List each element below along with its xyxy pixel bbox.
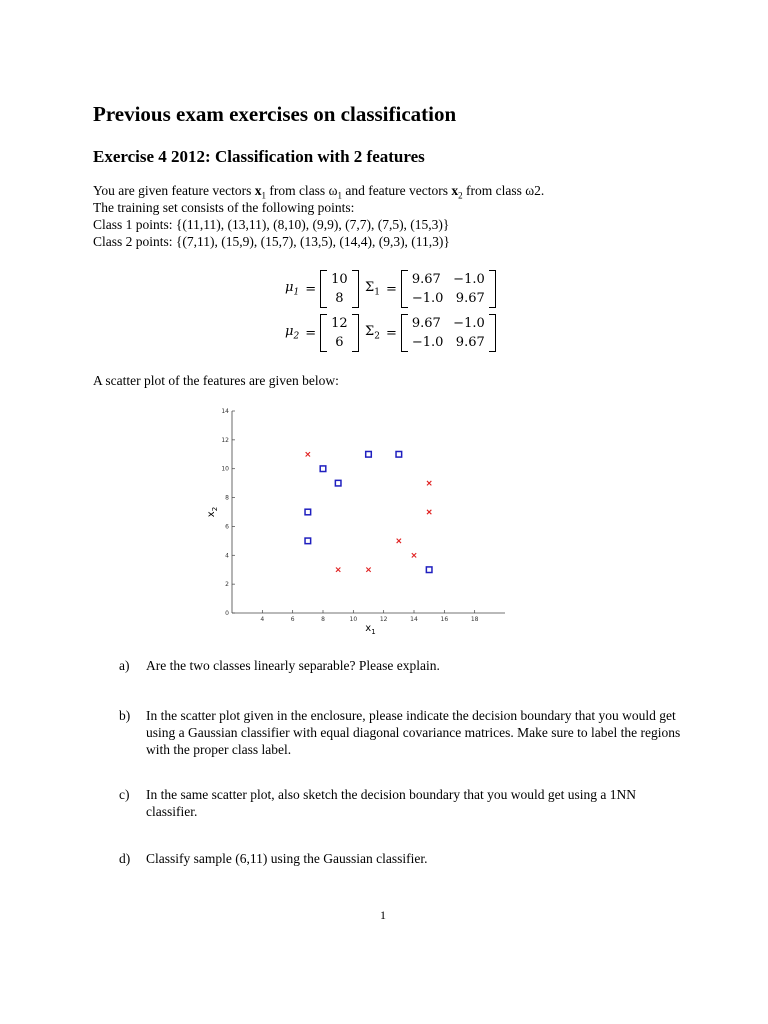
omega2-symbol: ω2. xyxy=(525,183,545,198)
sigma2-symbol: $\Sigma_2$ xyxy=(365,324,380,342)
plot-points xyxy=(305,451,432,572)
mu2-entry: 12 xyxy=(331,316,348,331)
question-label: a) xyxy=(119,658,130,673)
page-number: 1 xyxy=(380,908,386,922)
omega1-subscript: 1 xyxy=(337,190,342,201)
x-tick-label: 4 xyxy=(260,616,265,623)
intro-text-3: and feature vectors xyxy=(341,183,452,198)
x1-subscript: 1 xyxy=(261,190,266,201)
sigma1-row: −1.0 9.67 xyxy=(411,291,485,306)
mu1-entry: 10 xyxy=(331,272,348,287)
equals-sign: = xyxy=(305,281,317,297)
intro-text-4: from class xyxy=(462,183,526,198)
question-c xyxy=(119,786,681,820)
sigma2-row: 9.67 −1.0 xyxy=(411,316,485,331)
sigma1-matrix xyxy=(408,270,489,308)
class1-point xyxy=(335,480,341,486)
equals-sign: = xyxy=(305,325,317,341)
x-tick-label: 14 xyxy=(410,616,418,623)
sigma1-row: 9.67 −1.0 xyxy=(411,272,485,287)
x-tick-label: 16 xyxy=(440,616,449,623)
y-axis-label: $x_2$ xyxy=(206,506,219,518)
x1-symbol: x xyxy=(254,183,262,198)
class2-point xyxy=(427,510,431,514)
class1-point xyxy=(426,567,432,573)
y-tick-label: 4 xyxy=(225,552,229,560)
class2-points: Class 2 points: {(7,11), (15,9), (15,7), (13,5), (14,4), (9,3), (11,3)} xyxy=(93,234,450,249)
scatter-plot xyxy=(200,400,520,640)
equals-sign: = xyxy=(385,325,397,341)
x2-symbol: x xyxy=(451,183,459,198)
class1-point xyxy=(320,466,326,472)
intro-line-1 xyxy=(93,183,544,201)
class2-point xyxy=(336,568,340,572)
sigma1-equation xyxy=(365,270,496,308)
scatter-caption: A scatter plot of the features are given below: xyxy=(93,373,339,388)
y-tick-label: 14 xyxy=(221,408,229,415)
y-tick-label: 6 xyxy=(225,523,229,531)
mu2-vector xyxy=(327,314,352,352)
question-d xyxy=(119,850,681,867)
class1-points: Class 1 points: {(11,11), (13,11), (8,10), (9,9), (7,7), (7,5), (15,3)} xyxy=(93,217,450,232)
plot-ticks xyxy=(221,408,478,623)
x-tick-label: 10 xyxy=(349,616,358,623)
question-label: d) xyxy=(119,851,131,866)
page-title: Previous exam exercises on classification xyxy=(93,102,457,126)
x-tick-label: 6 xyxy=(290,616,295,623)
question-a xyxy=(119,657,681,674)
question-text: In the scatter plot given in the enclosure, please indicate the decision boundary that you would get using a Gaussian classifier with equal diagonal covariance matrices. Make sure to label the regions with the proper class label. xyxy=(146,708,681,757)
question-text: Classify sample (6,11) using the Gaussian classifier. xyxy=(146,851,428,866)
sigma2-equation xyxy=(365,314,496,352)
mu2-entry: 6 xyxy=(335,335,344,350)
class1-point xyxy=(305,538,311,544)
question-label: c) xyxy=(119,787,130,802)
y-tick-label: 2 xyxy=(225,581,229,589)
x2-subscript: 2 xyxy=(458,190,463,201)
sigma2-row: −1.0 9.67 xyxy=(411,335,485,350)
y-tick-label: 0 xyxy=(225,610,229,617)
plot-axes xyxy=(232,411,505,613)
mu1-vector xyxy=(327,270,352,308)
omega1-symbol: ω xyxy=(328,183,338,198)
x-axis-label: $x_1$ xyxy=(365,623,376,636)
sigma2-matrix xyxy=(408,314,489,352)
mu2-equation xyxy=(285,314,359,352)
x-tick-label: 12 xyxy=(379,616,388,623)
y-tick-label: 8 xyxy=(225,494,229,502)
question-b xyxy=(119,707,681,758)
y-tick-label: 12 xyxy=(221,436,229,444)
class2-point xyxy=(366,568,370,572)
intro-line-2: The training set consists of the following points: xyxy=(93,200,355,215)
question-label: b) xyxy=(119,708,131,723)
question-text: Are the two classes linearly separable? Please explain. xyxy=(146,658,440,673)
class2-point xyxy=(306,452,310,456)
x-tick-label: 18 xyxy=(470,616,479,623)
mu2-symbol: $\mu_2$ xyxy=(285,324,300,342)
intro-text-2: from class xyxy=(265,183,329,198)
intro-text-1: You are given feature vectors xyxy=(93,183,252,198)
exercise-heading: Exercise 4 2012: Classification with 2 features xyxy=(93,147,425,166)
mu1-equation xyxy=(285,270,359,308)
y-tick-label: 10 xyxy=(221,465,229,473)
class1-point xyxy=(396,451,402,457)
class2-point xyxy=(397,539,401,543)
x-tick-label: 8 xyxy=(321,616,325,623)
question-text: In the same scatter plot, also sketch the decision boundary that you would get using a 1NN classifier. xyxy=(146,787,637,819)
class2-point xyxy=(412,553,416,557)
class1-point xyxy=(366,451,372,457)
class1-point xyxy=(305,509,311,515)
equals-sign: = xyxy=(385,281,397,297)
mu1-symbol: $\mu_1$ xyxy=(285,280,300,298)
class2-point xyxy=(427,481,431,485)
sigma1-symbol: $\Sigma_1$ xyxy=(365,280,380,298)
mu1-entry: 8 xyxy=(335,291,344,306)
